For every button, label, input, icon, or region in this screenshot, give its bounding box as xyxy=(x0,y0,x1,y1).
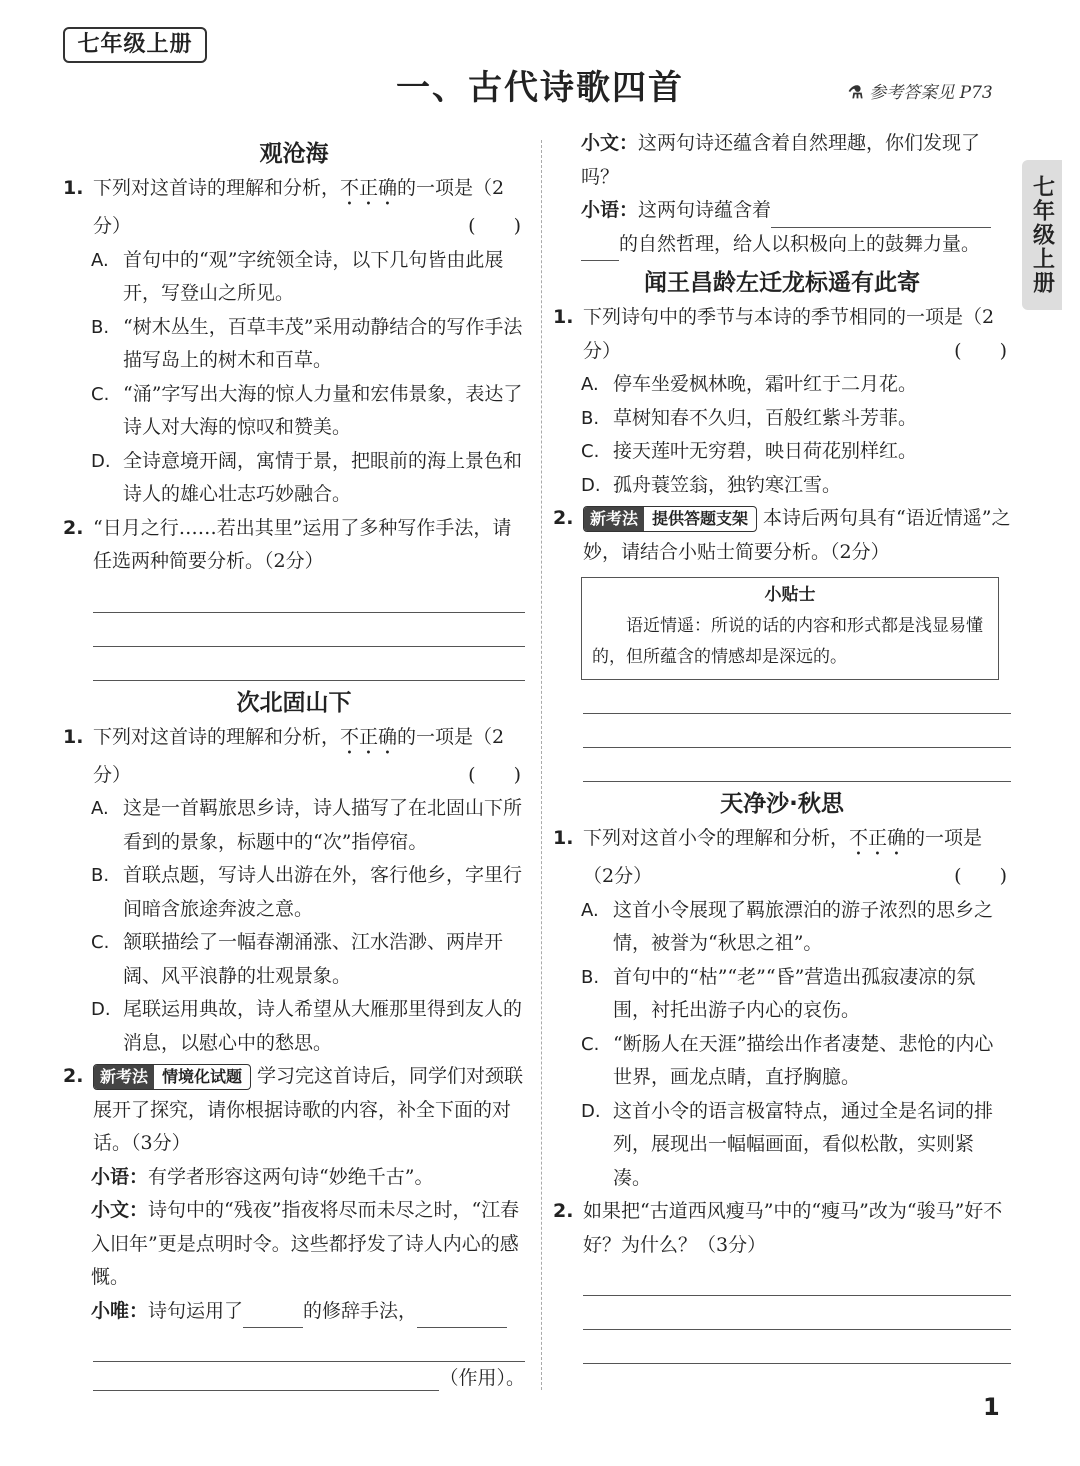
question xyxy=(553,502,1011,569)
option xyxy=(63,378,525,445)
option-text: “涌”字写出大海的惊人力量和宏伟景象，表达了诗人对大海的惊叹和赞美。 xyxy=(123,382,523,438)
option-text: “树木丛生，百草丰茂”采用动静结合的写作手法描写岛上的树木和百草。 xyxy=(123,315,523,371)
question-body: 学习完这首诗后，同学们对颈联展开了探究，请你根据诗歌的内容，补全下面的对话。（3分） xyxy=(93,1065,524,1154)
option-text: 接天莲叶无穷碧，映日荷花别样红。 xyxy=(613,440,918,462)
question-text-pre: 下列对这首诗的理解和分析， xyxy=(93,725,341,748)
dialog-text: 诗句运用了 xyxy=(148,1299,244,1322)
option xyxy=(553,894,1011,961)
option xyxy=(63,926,525,993)
question-text-post: 的一项是（2分） xyxy=(583,827,983,887)
question-text-post: 的一项是（2分） xyxy=(93,725,505,786)
question-text xyxy=(583,301,1011,368)
tip-box xyxy=(581,577,999,680)
speaker: 小文： xyxy=(581,132,639,154)
question-body: 下列诗句中的季节与本诗的季节相同的一项是（2分） xyxy=(583,306,995,362)
side-tab: 七年级上册 xyxy=(1022,160,1062,310)
option-letter: A. xyxy=(91,249,109,271)
answer-line[interactable] xyxy=(93,647,525,681)
option-text: 这是一首羁旅思乡诗，诗人描写了在北固山下所看到的景象，标题中的“次”指停宿。 xyxy=(123,797,523,853)
option xyxy=(553,961,1011,1028)
emphasis-text: 不正确 xyxy=(340,177,398,199)
speaker: 小唯： xyxy=(91,1299,149,1322)
answer-line[interactable] xyxy=(93,613,525,647)
emphasis-text: 不正确 xyxy=(340,725,398,748)
option-letter: B. xyxy=(581,407,600,429)
option-letter: D. xyxy=(581,1100,601,1122)
dialog-text: 有学者形容这两句诗“妙绝千古”。 xyxy=(148,1165,434,1188)
poem-title: 次北固山下 xyxy=(236,689,352,716)
new-method-badge xyxy=(583,506,757,532)
option-text: 孤舟蓑笠翁，独钓寒江雪。 xyxy=(613,473,842,496)
answer-line[interactable] xyxy=(93,579,525,613)
question-text xyxy=(93,172,525,244)
answer-paren[interactable]: ( ) xyxy=(468,763,521,786)
answer-line[interactable] xyxy=(583,714,1011,748)
question-text xyxy=(583,822,1011,894)
left-column xyxy=(63,132,525,1396)
question-number: 1. xyxy=(63,725,84,748)
question-number: 2. xyxy=(63,1065,84,1087)
dialog-text: 的修辞手法， xyxy=(303,1299,418,1322)
question-text xyxy=(583,502,1011,569)
question-text-pre: 下列对这首诗的理解和分析， xyxy=(93,177,341,199)
option-letter: B. xyxy=(91,865,110,886)
question-text-post: 的一项是（2分） xyxy=(93,177,505,237)
question-text xyxy=(93,1060,525,1161)
poem-title: 天净沙·秋思 xyxy=(720,791,844,817)
fill-blank[interactable] xyxy=(243,1303,303,1328)
option-text: 颔联描绘了一幅春潮涌涨、江水浩渺、两岸开阔、风平浪静的壮观景象。 xyxy=(123,931,504,987)
answer-paren[interactable]: ( ) xyxy=(954,865,1007,887)
question-number: 1. xyxy=(553,306,574,328)
answer-line[interactable] xyxy=(583,1262,1011,1296)
answer-line[interactable] xyxy=(583,1330,1011,1364)
question-text xyxy=(93,721,525,793)
dialog-end: （作用）。 xyxy=(439,1367,525,1389)
answer-paren[interactable]: ( ) xyxy=(954,339,1007,362)
answer-paren[interactable]: ( ) xyxy=(468,215,521,237)
option-text: “断肠人在天涯”描绘出作者凄楚、悲怆的内心世界，画龙点睛，直抒胸臆。 xyxy=(613,1032,994,1088)
option xyxy=(63,993,525,1060)
fill-blank[interactable] xyxy=(417,1303,507,1328)
dialog-line xyxy=(63,1194,525,1295)
option-letter: B. xyxy=(581,966,600,988)
right-column xyxy=(553,127,1011,1364)
new-method-badge xyxy=(93,1064,251,1090)
option-letter: C. xyxy=(581,1033,600,1055)
option-text: 全诗意境开阔，寓情于景，把眼前的海上景色和诗人的雄心壮志巧妙融合。 xyxy=(123,449,523,505)
option-letter: C. xyxy=(91,383,110,405)
option-text: 首句中的“枯”“老”“昏”营造出孤寂凄凉的氛围，衬托出游子内心的哀伤。 xyxy=(613,965,976,1021)
speaker: 小语： xyxy=(91,1165,149,1188)
option-letter: C. xyxy=(581,441,600,462)
tip-text: 语近情遥：所说的话的内容和形式都是浅显易懂的，但所蕴含的情感却是深远的。 xyxy=(592,616,983,667)
option-letter: A. xyxy=(91,798,109,819)
question-number: 1. xyxy=(63,177,84,199)
question-text: 如果把“古道西风瘦马”中的“瘦马”改为“骏马”好不好？为什么？（3分） xyxy=(583,1200,1003,1256)
option xyxy=(63,311,525,378)
option-text: 停车坐爱枫林晚，霜叶红于二月花。 xyxy=(613,373,918,395)
question xyxy=(553,822,1011,894)
question-number: 2. xyxy=(63,516,84,539)
option xyxy=(553,435,1011,469)
link-icon: ⚗ xyxy=(848,83,864,103)
option xyxy=(63,792,525,859)
dialog-line xyxy=(63,1295,525,1329)
option-text: 尾联运用典故，诗人希望从大雁那里得到友人的消息，以慰心中的愁思。 xyxy=(123,998,523,1054)
question xyxy=(63,172,525,244)
option-letter: C. xyxy=(91,932,110,953)
answer-reference xyxy=(848,78,993,103)
option xyxy=(553,1028,1011,1095)
speaker: 小语： xyxy=(581,199,639,221)
emphasis-text: 不正确 xyxy=(849,827,907,849)
option-letter: D. xyxy=(91,450,111,472)
dialog-line xyxy=(553,194,1011,261)
option-text: 首句中的“观”字统领全诗，以下几句皆由此展开，写登山之所见。 xyxy=(123,248,504,304)
option xyxy=(553,469,1011,503)
page-title: 一、古代诗歌四首 xyxy=(396,68,684,108)
badge-type: 提供答题支架 xyxy=(652,509,749,528)
question xyxy=(63,512,525,579)
option-letter: A. xyxy=(581,374,599,395)
dialog-text: 这两句诗还蕴含着自然理趣，你们发现了吗？ xyxy=(581,132,981,188)
answer-line[interactable] xyxy=(93,1328,525,1362)
tip-title: 小贴士 xyxy=(764,585,816,605)
answer-line[interactable] xyxy=(583,1296,1011,1330)
dialog-line xyxy=(553,127,1011,194)
option xyxy=(553,1095,1011,1196)
option xyxy=(553,368,1011,402)
question xyxy=(553,1195,1011,1262)
answer-line[interactable] xyxy=(583,748,1011,782)
option xyxy=(63,244,525,311)
question-text-pre: 下列对这首小令的理解和分析， xyxy=(583,827,850,849)
option-letter: B. xyxy=(91,316,110,338)
question xyxy=(63,1060,525,1161)
question xyxy=(63,721,525,793)
question-number: 2. xyxy=(553,507,574,529)
answer-reference-text: 参考答案见 P73 xyxy=(869,83,993,103)
dialog-line xyxy=(63,1161,525,1195)
option-text: 首联点题，写诗人出游在外，客行他乡，字里行间暗含旅途奔波之意。 xyxy=(123,864,523,920)
column-divider xyxy=(541,140,542,1390)
option-letter: D. xyxy=(91,999,111,1020)
option-text: 这首小令的语言极富特点，通过全是名词的排列，展现出一幅幅画面，看似松散，实则紧凑。 xyxy=(613,1099,994,1189)
fill-blank[interactable] xyxy=(93,1362,439,1391)
question-number: 1. xyxy=(553,827,574,849)
dialog-text: 的自然哲理，给人以积极向上的鼓舞力量。 xyxy=(619,232,981,255)
speaker: 小文： xyxy=(91,1199,149,1221)
option-letter: A. xyxy=(581,899,599,921)
fill-blank[interactable] xyxy=(581,236,619,261)
question-text: “日月之行……若出其里”运用了多种写作手法，请任选两种简要分析。（2分） xyxy=(93,516,512,572)
option-text: 草树知春不久归，百般红紫斗芳菲。 xyxy=(613,406,918,429)
question-number: 2. xyxy=(553,1200,574,1222)
poem-title: 闻王昌龄左迁龙标遥有此寄 xyxy=(644,270,920,296)
answer-line[interactable] xyxy=(583,680,1011,714)
dialog-text: 诗句中的“残夜”指夜将尽而未尽之时，“江春入旧年”更是点明时令。这些都抒发了诗人内心的感慨。 xyxy=(91,1199,520,1288)
poem-title: 观沧海 xyxy=(259,141,329,167)
dialog-text: 这两句诗蕴含着 xyxy=(638,199,772,221)
option-text: 这首小令展现了羁旅漂泊的游子浓烈的思乡之情，被誉为“秋思之祖”。 xyxy=(613,898,994,954)
option xyxy=(63,859,525,926)
page-number: 1 xyxy=(983,1393,1000,1421)
grade-label: 七年级上册 xyxy=(63,27,207,63)
option xyxy=(63,445,525,512)
badge-label: 新考法 xyxy=(94,1065,154,1089)
badge-label: 新考法 xyxy=(584,507,644,531)
answer-line-with-end xyxy=(93,1362,525,1396)
badge-type: 情境化试题 xyxy=(162,1067,243,1086)
question xyxy=(553,301,1011,368)
question-body: 本诗后两句具有“语近情遥”之妙，请结合小贴士简要分析。（2分） xyxy=(583,507,1011,563)
option-letter: D. xyxy=(581,474,601,496)
fill-blank[interactable] xyxy=(771,203,991,228)
option xyxy=(553,402,1011,436)
